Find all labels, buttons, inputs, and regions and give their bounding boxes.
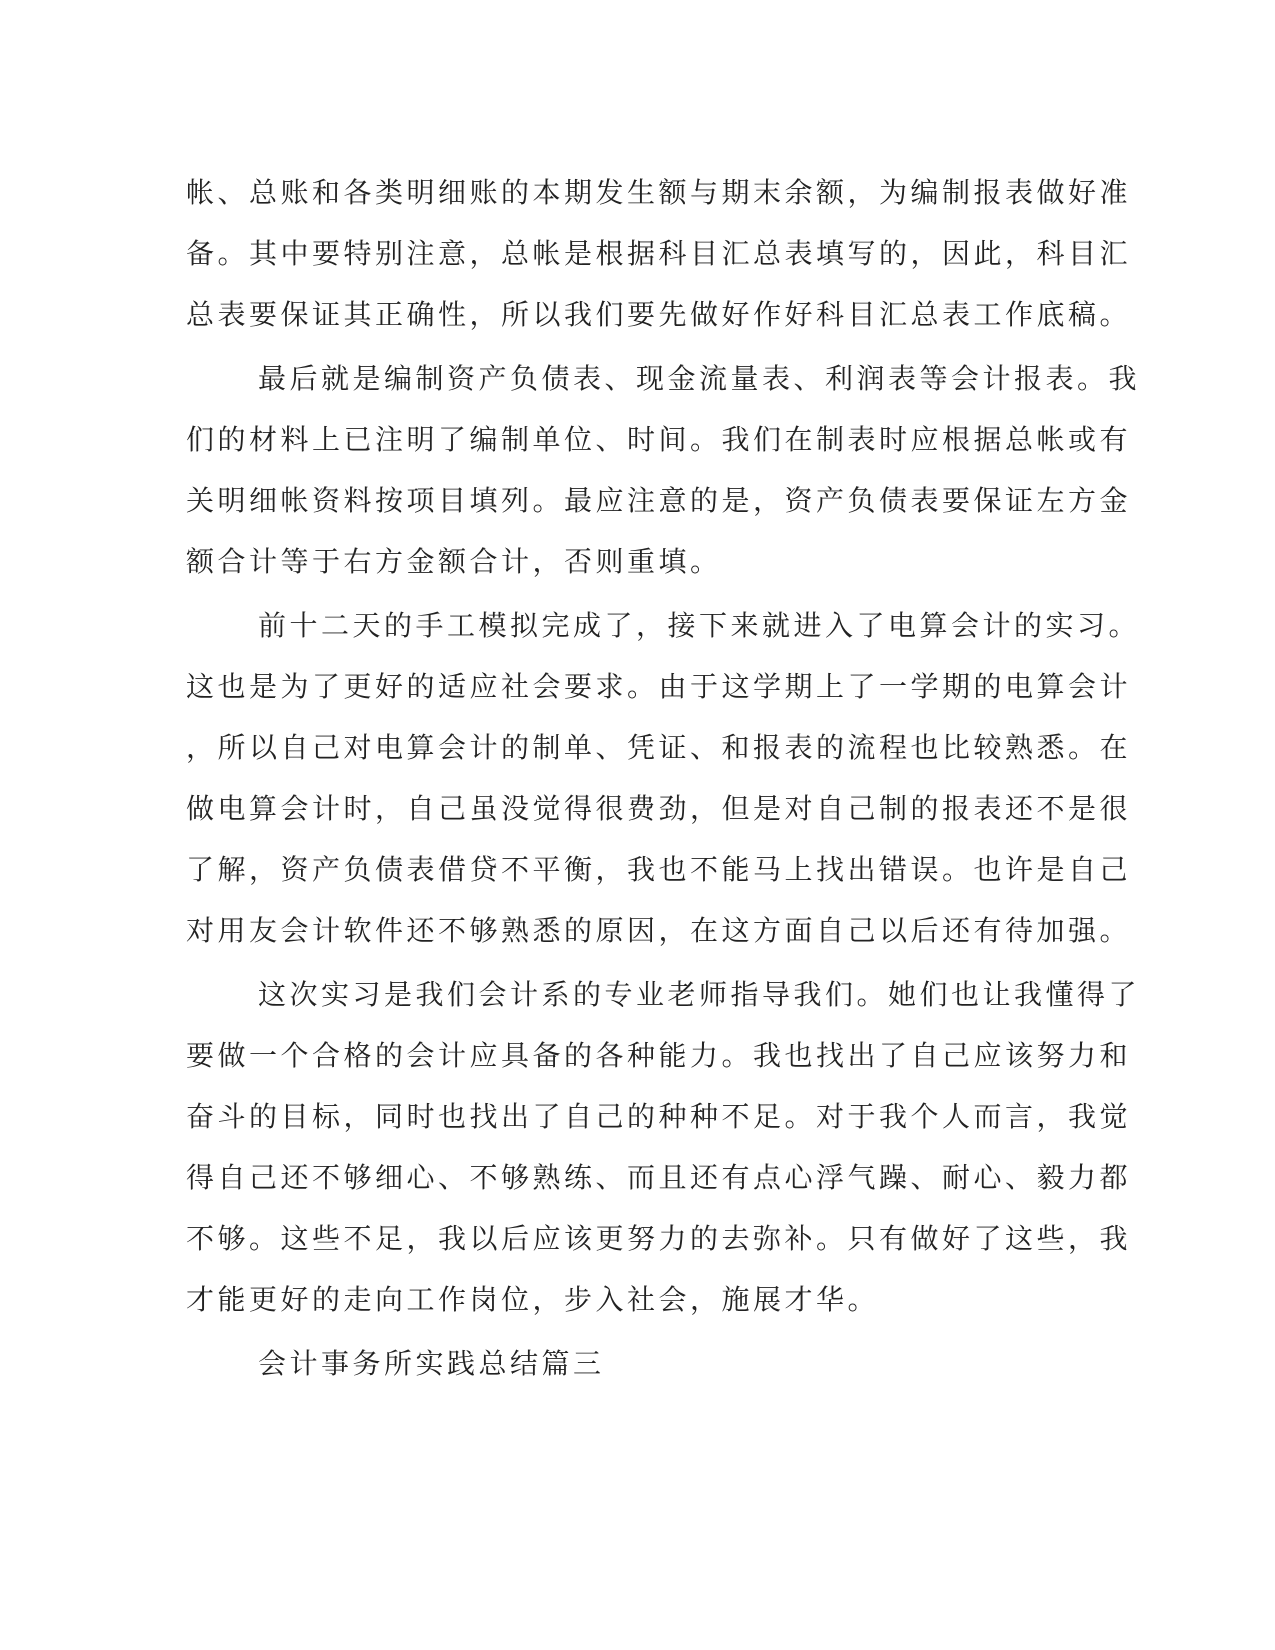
text-line: 前十二天的手工模拟完成了，接下来就进入了电算会计的实习。 (258, 609, 1141, 642)
text-line: 总表要保证其正确性，所以我们要先做好作好科目汇总表工作底稿。 (186, 298, 1132, 331)
text-line: 了解，资产负债表借贷不平衡，我也不能马上找出错误。也许是自己 (186, 853, 1132, 886)
paragraph-4 (186, 964, 1141, 1330)
text-line: 要做一个合格的会计应具备的各种能力。我也找出了自己应该努力和 (186, 1039, 1132, 1072)
text-line: ，所以自己对电算会计的制单、凭证、和报表的流程也比较熟悉。在 (186, 731, 1132, 764)
text-line: 帐、总账和各类明细账的本期发生额与期末余额，为编制报表做好准 (186, 176, 1132, 209)
text-line: 得自己还不够细心、不够熟练、而且还有点心浮气躁、耐心、毅力都 (186, 1161, 1132, 1194)
text-line: 对用友会计软件还不够熟悉的原因，在这方面自己以后还有待加强。 (186, 914, 1132, 947)
text-line: 备。其中要特别注意，总帐是根据科目汇总表填写的，因此，科目汇 (186, 237, 1132, 270)
text-line: 最后就是编制资产负债表、现金流量表、利润表等会计报表。我 (258, 362, 1141, 395)
text-line: 做电算会计时，自己虽没觉得很费劲，但是对自己制的报表还不是很 (186, 792, 1132, 825)
document-body (186, 162, 1141, 1394)
text-line: 才能更好的走向工作岗位，步入社会，施展才华。 (186, 1283, 880, 1316)
text-line: 奋斗的目标，同时也找出了自己的种种不足。对于我个人而言，我觉 (186, 1100, 1132, 1133)
paragraph-3 (186, 595, 1141, 961)
text-line: 们的材料上已注明了编制单位、时间。我们在制表时应根据总帐或有 (186, 423, 1132, 456)
text-line: 关明细帐资料按项目填列。最应注意的是，资产负债表要保证左方金 (186, 484, 1132, 517)
text-line: 这也是为了更好的适应社会要求。由于这学期上了一学期的电算会计 (186, 670, 1132, 703)
text-line: 这次实习是我们会计系的专业老师指导我们。她们也让我懂得了 (258, 978, 1141, 1011)
paragraph-2 (186, 348, 1141, 592)
text-line: 不够。这些不足，我以后应该更努力的去弥补。只有做好了这些，我 (186, 1222, 1132, 1255)
text-line: 额合计等于右方金额合计，否则重填。 (186, 545, 722, 578)
heading-text: 会计事务所实践总结篇三 (258, 1347, 605, 1380)
paragraph-1 (186, 162, 1132, 345)
section-heading (186, 1333, 1066, 1394)
